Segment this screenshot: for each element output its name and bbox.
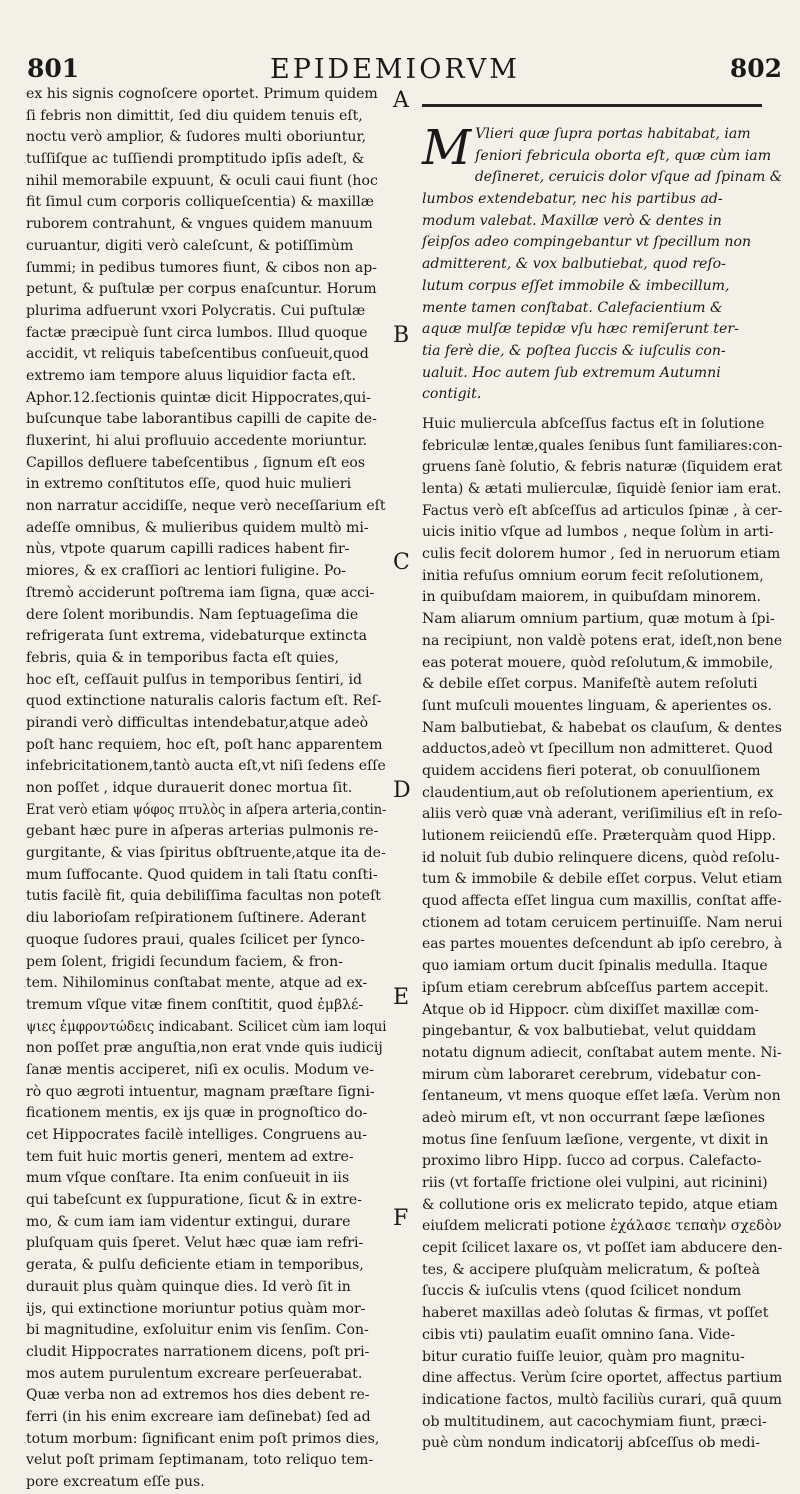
running-title: EPIDEMIORVM [270, 54, 520, 85]
text-line: ipſum etiam cerebrum abſceſſus partem accepit. [422, 979, 769, 996]
text-line: ſentaneum, vt mens quoque eſſet læſa. Verùm non [422, 1088, 781, 1105]
text-line: tes, & accipere pluſquàm melicratum, & poſteà [422, 1261, 760, 1278]
text-line: non narratur accidiſſe, neque verò neceſſarium eſt [26, 498, 386, 515]
text-line: bi magnitudine, exſoluitur enim vis ſenſim. Con- [26, 1322, 369, 1339]
text-line: noctu verò amplior, & ſudores multi oboriuntur, [26, 129, 367, 146]
text-line: cepit ſcilicet laxare os, vt poſſet iam abducere den- [422, 1240, 783, 1257]
italic-text-line: lumbos extendebatur, nec his partibus ad- [422, 191, 723, 208]
text-line: Huic muliercula abſceſſus factus eſt in ſolutione [422, 415, 765, 432]
text-line: refrigerata ſunt extrema, videbaturque extincta [26, 628, 368, 645]
text-line: gruens ſanè ſolutio, & febris naturæ (ſiquidem erat [422, 459, 782, 476]
text-line: quod extinctione naturalis caloris factum eſt. Reſ- [26, 693, 382, 710]
text-line: ferri (in his enim excreare iam deſinebat) ſed ad [26, 1408, 371, 1425]
text-line: tutis facilè fit, quia debiliſſima facultas non poteſt [26, 888, 381, 905]
text-line: pem ſolent, frigidi ſecundum faciem, & fron- [26, 953, 343, 970]
text-line: febriculæ lentæ,quales ſenibus ſunt familiares:con- [422, 437, 783, 454]
left-page-number: 801 [27, 54, 80, 83]
text-line: qui tabeſcunt ex ſuppuratione, ſicut & in extre- [26, 1192, 362, 1209]
margin-marker-a: A [393, 88, 409, 113]
text-line: fit ſimul cum corporis colliqueſcentia) & maxillæ [26, 194, 375, 211]
text-line: mirum cùm laboraret cerebrum, videbatur con- [422, 1066, 762, 1083]
text-line: mo, & cum iam iam videntur extingui, durare [26, 1213, 351, 1230]
italic-text-line: contigit. [422, 386, 482, 403]
text-line: ψιες ἐμφροντώδεις indicabant. Scilicet cùm iam loqui [26, 1018, 387, 1035]
text-line: quo iamiam ortum ducit ſpinalis medulla. Itaque [422, 958, 768, 975]
text-line: dine affectus. Verùm ſcire oportet, affectus partium [422, 1370, 783, 1387]
right-page-number: 802 [729, 54, 782, 83]
text-line: non poſſet præ anguſtia,non erat vnde quis iudicij [26, 1040, 383, 1057]
left-text-column [26, 84, 386, 1494]
text-line: id noluit ſub dubio relinquere dicens, quòd reſolu- [422, 849, 780, 866]
text-line: notatu dignum adiecit, conſtabat autem mente. Ni- [422, 1044, 782, 1061]
text-line: & debile eſſet corpus. Manifeſtè autem reſoluti [422, 676, 758, 693]
text-line: velut poſt primam ſeptimanam, toto reliquo tem- [26, 1452, 374, 1469]
text-line: ſanæ mentis acciperet, niſi ex oculis. Modum ve- [26, 1061, 374, 1078]
text-line: uicis initio vſque ad lumbos , neque ſolùm in arti- [422, 524, 774, 541]
text-line: curuantur, digiti verò caleſcunt, & potiſſimùm [26, 237, 354, 254]
text-line: pingebantur, & vox balbutiebat, velut quiddam [422, 1023, 757, 1040]
margin-marker-e: E [393, 985, 410, 1010]
text-line: mum vſque conſtare. Ita enim conſueuit in iis [26, 1170, 350, 1187]
text-line: eas poterat mouere, quòd reſolutum,& immobile, [422, 654, 774, 671]
text-line: gurgitante, & vias ſpiritus obſtruente,atque ita de- [26, 845, 386, 862]
text-line: Nam aliarum omnium partium, quæ motum à ſpi- [422, 611, 775, 628]
text-line: adductos,adeò vt ſpecillum non admitteret. Quod [422, 741, 773, 758]
text-line: Erat verò etiam ψόφος πτυλὸς in aſpera arteria,contin- [26, 801, 387, 818]
text-line: aliis verò quæ vnà aderant, veriſimilius eſt in reſo- [422, 806, 783, 823]
text-line: febris, quia & in temporibus facta eſt quies, [26, 649, 339, 666]
text-line: adeò mirum eſt, vt non occurrant ſæpe læſiones [422, 1109, 766, 1126]
text-line: cet Hippocrates facilè intelliges. Congruens au- [26, 1127, 368, 1143]
paragraph-gap [422, 406, 782, 414]
text-line: initia refuſus omnium eorum fecit reſolutionem, [422, 567, 764, 584]
text-line: puè cùm nondum indicatorij abſceſſus ob medi- [422, 1435, 761, 1452]
text-line: ruborem contrahunt, & vngues quidem manuum [26, 216, 373, 233]
text-line: pluſquam quis ſperet. Velut hæc quæ iam refri- [26, 1235, 364, 1252]
text-line: gerata, & pulſu deficiente etiam in temporibus, [26, 1257, 364, 1274]
text-line: tem. Nihilominus conſtabat mente, atque ad ex- [26, 975, 368, 992]
text-line: infebricitationem,tantò aucta eſt,vt niſi ſedens eſſe [26, 758, 386, 775]
text-line: tuſſiſque ac tuſſiendi promptitudo ipſis adeſt, & [26, 151, 365, 168]
text-line: nihil memorabile expuunt, & oculi caui fiunt (hoc [26, 172, 378, 189]
text-line: rò quo ægroti intuentur, magnam præſtare ſigni- [26, 1083, 375, 1100]
text-line: ob multitudinem, aut cacochymiam fiunt, præci- [422, 1413, 767, 1430]
text-line: gebant hæc pure in aſperas arterias pulmonis re- [26, 823, 379, 840]
text-line: culis fecit dolorem humor , ſed in neruorum etiam [422, 546, 781, 563]
italic-text-line: ualuit. Hoc autem ſub extremum Autumni [422, 364, 721, 381]
text-line: ijs, qui extinctione moriuntur potius quàm mor- [26, 1300, 366, 1317]
italic-text-line: tia ferè die, & poſtea ſuccis & iuſculis con- [422, 342, 726, 359]
text-line: ctionem ad totam ceruicem pertinuiſſe. Nam nerui [422, 914, 783, 931]
text-line: quidem accidens fieri poterat, ob conuulſionem [422, 762, 761, 779]
text-line: in extremo conſtitutos eſſe, quod huic mulieri [26, 476, 352, 493]
italic-text-line: deſineret, ceruicis dolor vſque ad ſpinam & [474, 169, 783, 186]
case-history-italic [422, 120, 783, 406]
italic-text-line: ſeniori febricula oborta eſt, quæ cùm iam [475, 147, 772, 164]
text-line: Aphor.12.ſectionis quintæ dicit Hippocrates,qui- [26, 389, 371, 406]
text-line: indicatione factos, multò faciliùs curari, quā quum [422, 1391, 782, 1408]
text-line: ſuccis & iuſculis vtens (quod ſcilicet nondum [422, 1283, 742, 1300]
text-line: petunt, & puſtulæ per corpus enaſcuntur. Horum [26, 281, 377, 298]
text-line: poſt hanc requiem, hoc eſt, poſt hanc apparentem [26, 736, 383, 753]
text-line: ſi febris non dimittit, ſed diu quidem tenuis eſt, [26, 107, 363, 124]
italic-text-line: modum valebat. Maxillæ verò & dentes in [422, 212, 722, 229]
italic-text-line: ſeipſos adeo compingebantur vt ſpecillum non [422, 234, 752, 251]
text-line: adeſſe omnibus, & mulieribus quidem multò mi- [26, 519, 369, 536]
text-line: accidit, vt reliquis tabeſcentibus conſueuit,quod [26, 346, 369, 363]
text-line: na recipiunt, non valdè potens erat, ideſt,non bene [422, 632, 783, 649]
italic-text-line: admitterent, & vox balbutiebat, quod reſo- [422, 256, 726, 273]
text-line: cludit Hippocrates narrationem dicens, poſt pri- [26, 1343, 370, 1360]
margin-marker-f: F [393, 1206, 409, 1231]
text-line: ficationem mentis, ex ijs quæ in prognoſtico do- [26, 1105, 368, 1122]
section-rule [422, 104, 762, 107]
margin-marker-d: D [393, 778, 411, 803]
text-line: riis (vt fortaſſe frictione olei vulpini, aut ricinini) [422, 1175, 768, 1191]
text-line: ſunt muſculi mouentes linguam, & aperientes os. [422, 697, 772, 714]
text-line: bitur curatio fuiſſe leuior, quàm pro magnitu- [422, 1348, 745, 1365]
text-line: buſcunque tabe laborantibus capilli de capite de- [26, 411, 377, 428]
text-line: Atque ob id Hippocr. cùm dixiſſet maxillæ com- [422, 1001, 760, 1018]
margin-marker-b: B [393, 323, 410, 348]
text-line: Nam balbutiebat, & habebat os clauſum, & dentes [422, 719, 783, 736]
text-line: tremum vſque vitæ finem conſtitit, quod ἐμβλέ- [26, 996, 364, 1013]
text-line: eas partes mouentes deſcendunt ab ipſo cerebro, à [422, 936, 783, 953]
text-line: proximo libro Hipp. ſucco ad corpus. Calefacto- [422, 1153, 762, 1170]
text-line: diu laborioſam reſpirationem ſuſtinere. Aderant [26, 910, 367, 927]
text-line: miores, & ex craſſiori ac lentiori fuligine. Po- [26, 563, 347, 580]
text-line: mos autem purulentum excreare perſeuerabat. [26, 1365, 363, 1382]
text-line: extremo iam tempore aluus liquidior facta eſt. [26, 367, 356, 384]
text-line: ſummi; in pedibus tumores fiunt, & cibos non ap- [26, 259, 378, 276]
text-line: Capillos defluere tabeſcentibus , ſignum eſt eos [26, 454, 366, 471]
text-line: tum & immobile & debile eſſet corpus. Velut etiam [422, 871, 783, 888]
text-line: lenta) & ætati mulierculæ, ſiquidè ſenior iam erat. [422, 481, 782, 497]
text-line: dere ſolent moribundis. Nam ſeptuageſima die [26, 606, 359, 623]
text-line: durauit plus quàm quinque dies. Id verò ſit in [26, 1278, 351, 1295]
text-line: lutionem reiiciendū eſſe. Præterquàm quod Hipp. [422, 828, 777, 844]
italic-text-line: aquæ mulſæ tepidæ vſu hæc remiſerunt ter- [422, 321, 739, 338]
text-line: pore excreatum eſſe pus. [26, 1474, 205, 1490]
text-line: motus ſine ſenſuum læſione, vergente, vt dixit in [422, 1131, 769, 1148]
text-line: totum morbum: ſignificant enim poſt primos dies, [26, 1430, 380, 1447]
italic-text-line: lutum corpus eſſet immobile & imbecillum, [422, 277, 730, 294]
text-line: hoc eſt, ceſſauit pulſus in temporibus ſentiri, id [26, 671, 363, 688]
text-line: plurima adfuerunt vxori Polycratis. Cui puſtulæ [26, 302, 366, 319]
text-line: quoque ſudores praui, quales ſcilicet per ſynco- [26, 931, 365, 948]
drop-capital: M [422, 120, 472, 176]
text-line: cibis vti) paulatim euaſit omnino ſana. Vide- [422, 1326, 735, 1343]
text-line: quod affecta eſſet lingua cum maxillis, conſtat affe- [422, 893, 782, 910]
text-line: pirandi verò difficultas intendebatur,atque adeò [26, 714, 369, 731]
text-line: factæ præcipuè ſunt circa lumbos. Illud quoque [26, 324, 368, 341]
italic-text-line: Vlieri quæ ſupra portas habitabat, iam [475, 126, 751, 142]
text-line: Quæ verba non ad extremos hos dies debent re- [26, 1387, 370, 1404]
text-line: eiuſdem melicrati potione ἐχάλασε τεπαὴν σχεδὸν [422, 1218, 782, 1235]
text-line: Factus verò eſt abſceſſus ad articulos ſpinæ , à cer- [422, 502, 783, 519]
text-line: in quibuſdam maiorem, in quibuſdam minorem. [422, 589, 762, 606]
text-line: non poſſet , idque durauerit donec mortua ſit. [26, 780, 353, 796]
text-line: claudentium,aut ob reſolutionem aperientium, ex [422, 784, 774, 801]
right-text-column [422, 120, 783, 1455]
text-line: mum ſuffocante. Quod quidem in tali ſtatu conſti- [26, 866, 378, 883]
text-line: ſtremò acciderunt poſtrema iam ſigna, quæ acci- [26, 584, 375, 601]
text-line: tem fuit huic mortis generi, mentem ad extre- [26, 1148, 354, 1165]
text-line: fluxerint, hi alui profluuio accedente moriuntur. [26, 433, 368, 449]
margin-marker-c: C [393, 550, 410, 575]
text-line: haberet maxillas adeò ſolutas & firmas, vt poſſet [422, 1305, 769, 1322]
italic-text-line: mente tamen conſtabat. Calefacientium & [422, 299, 723, 316]
text-line: & collutione oris ex melicrato tepido, atque etiam [422, 1196, 778, 1213]
text-line: nùs, vtpote quarum capilli radices habent fir- [26, 541, 350, 558]
text-line: ex his signis cognoſcere oportet. Primum quidem [26, 86, 378, 102]
